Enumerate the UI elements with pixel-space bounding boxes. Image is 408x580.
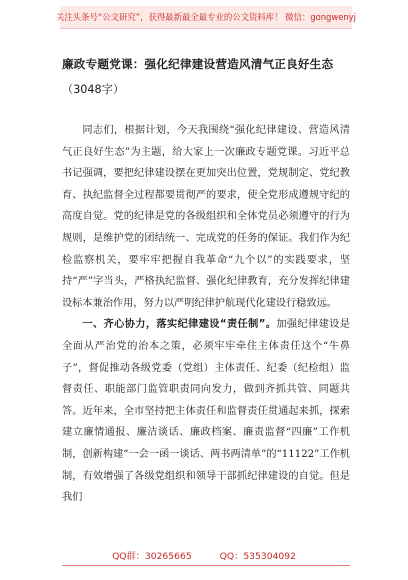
document-body (62, 120, 350, 509)
footer-qq-group: QQ群：30265665 (112, 551, 192, 562)
header-banner (56, 6, 356, 29)
intro-paragraph: 同志们，根据计划，今天我围绕“强化纪律建设、营造风清气正良好生态”为主题，给大家上一次廉政专题党课。习近平总书记强调，要把纪律建设摆在更加突出位置，党规制定、党纪教育、执纪监督全过程都要贯彻严的要求，使全党形成遵规守纪的高度自觉。党的纪律是党的各级组织和全体党员必须遵守的行为规则，是维护党的团结统一、完成党的任务的保证。我们作为纪检监察机关，要牢牢把握自我革命“九个以”的实践要求，坚持“严”字当头，严格执纪监督、强化纪律教育，充分发挥纪律建设标本兼治作用，努力以严明纪律护航现代化建设行稳致远。 (62, 125, 350, 309)
footer-qq: QQ：535304092 (219, 551, 296, 562)
section-1-paragraph (62, 314, 350, 508)
section-1-heading: 一、齐心协力，落实纪律建设“责任制”。 (82, 319, 277, 331)
footer-divider (62, 565, 350, 566)
section-1-text: 加强纪律建设是全面从严治党的治本之策，必须牢牢牵住主体责任这个“牛鼻子”，督促推动各级党委（党组）主体责任、纪委（纪检组）监督责任、职能部门监管职责同向发力，做到齐抓共管、同题共答。近年来，全市坚持把主体责任和监督责任贯通起来抓，探索建立廉情通报、廉洁谈话、廉政档案、廉责监督“四廉”工作机制，创新构建“一会一函一谈话、两书两清单”的“11122”工作机制，有效增强了各级党组织和领导干部抓纪律建设的自觉。但是我们 (62, 319, 351, 504)
word-count: （3048字） (62, 83, 125, 96)
banner-text: 关注头条号“公文研究”，获得最新最全最专业的公文资料库！ 微信：gongwenyj (56, 12, 356, 22)
document-title: 廉政专题党课：强化纪律建设营造风清气正良好生态 (62, 57, 334, 71)
footer-contacts (0, 548, 408, 566)
